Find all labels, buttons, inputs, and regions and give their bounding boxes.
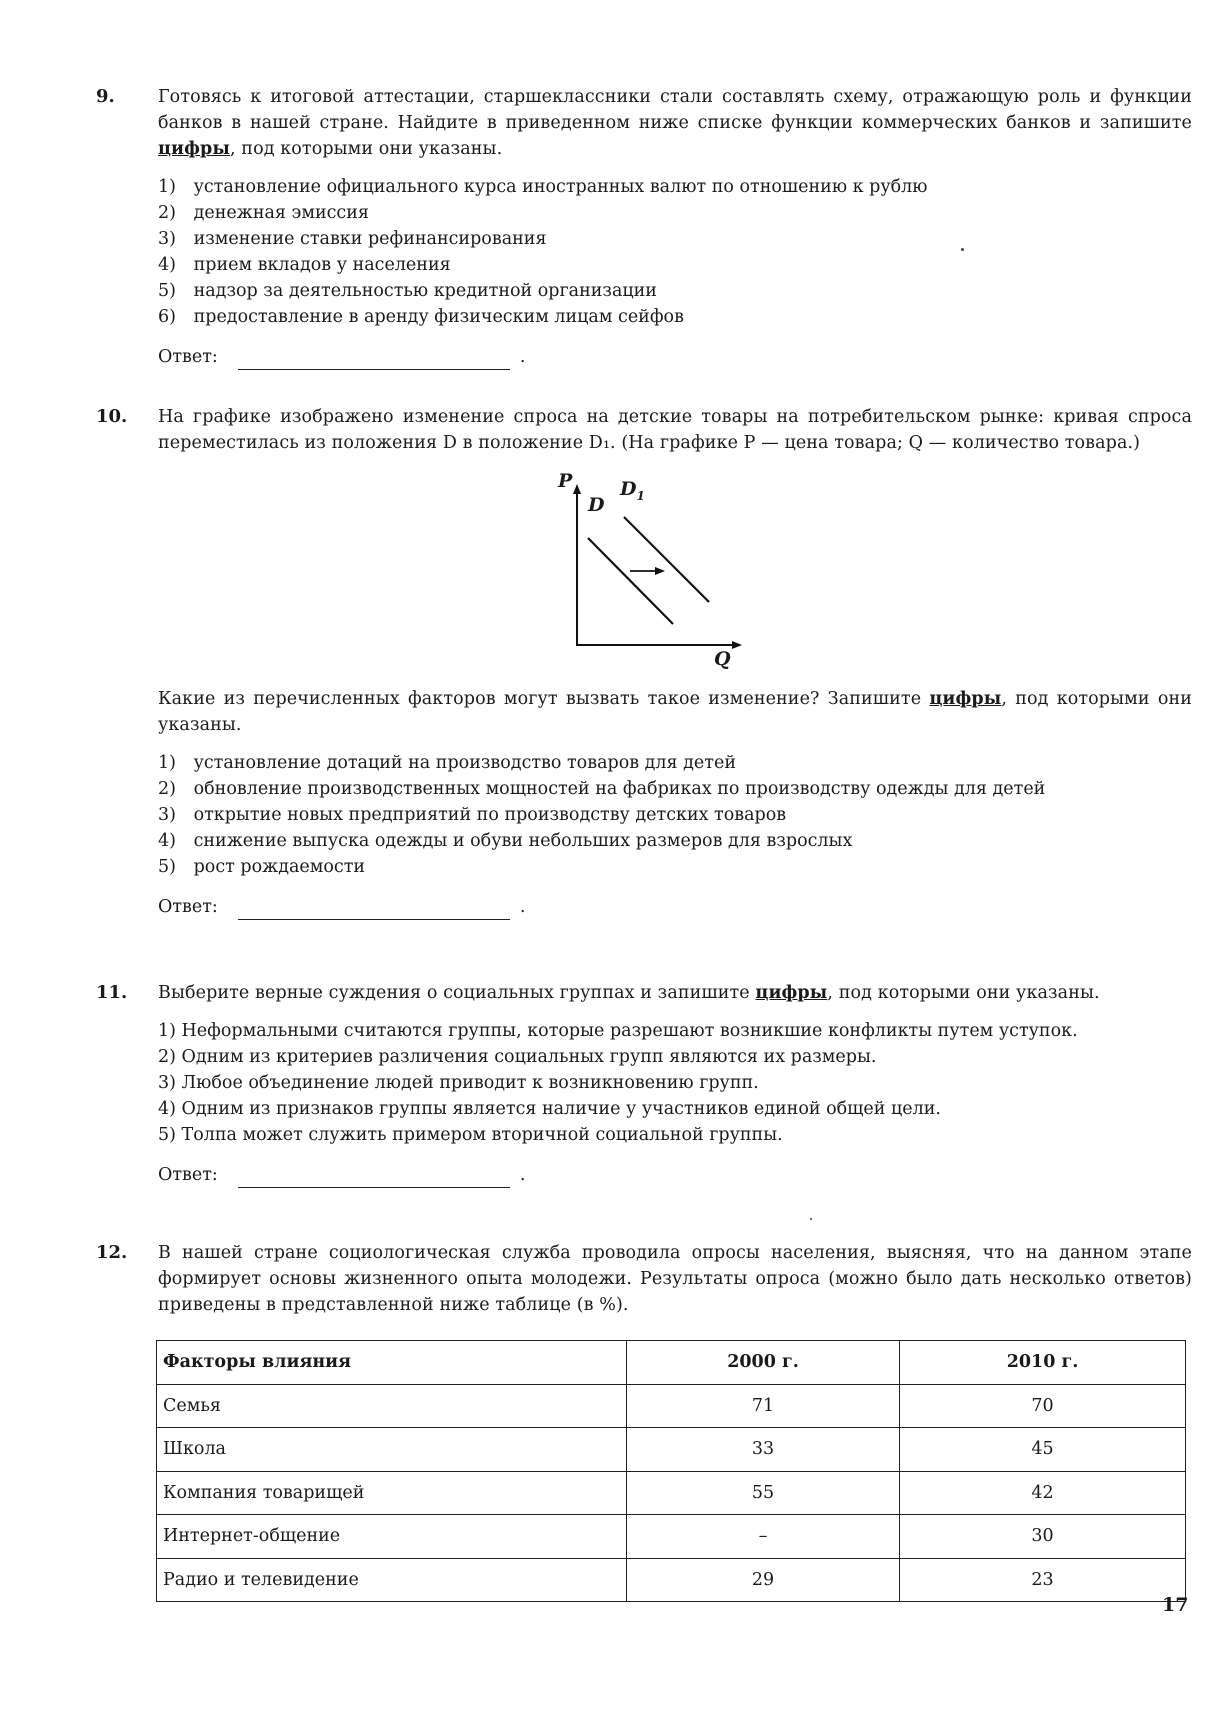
value-cell: 33 bbox=[627, 1428, 900, 1472]
option-item: 2) обновление производственных мощностей на фабриках по производству одежды для детей bbox=[158, 779, 1046, 799]
task-11 bbox=[96, 980, 1192, 1188]
table-row bbox=[157, 1428, 1186, 1472]
answer-field[interactable] bbox=[238, 900, 510, 920]
option-item: 6) предоставление в аренду физическим лицам сейфов bbox=[158, 307, 684, 327]
curve-label-d: D bbox=[588, 494, 605, 516]
task-10 bbox=[96, 404, 1192, 920]
table-row bbox=[157, 1558, 1186, 1602]
task-prompt: Готовясь к итоговой аттестации, старшеклассники стали составлять схему, отражающую роль и функции банков в нашей стране. Найдите в приведенном ниже списке функции коммерческих банков и запишите цифры, под которыми они указаны. bbox=[158, 87, 1192, 159]
emphasis-digits: цифры bbox=[158, 139, 230, 159]
option-item: 1) установление официального курса иностранных валют по отношению к рублю bbox=[158, 177, 928, 197]
task-number: 9. bbox=[96, 86, 115, 107]
factor-cell: Компания товарищей bbox=[157, 1471, 627, 1515]
scan-speck bbox=[961, 248, 964, 251]
value-cell: 71 bbox=[627, 1384, 900, 1428]
answer-field[interactable] bbox=[238, 1168, 510, 1188]
factor-cell: Семья bbox=[157, 1384, 627, 1428]
scan-speck bbox=[810, 1218, 812, 1220]
answer-label: Ответ: bbox=[158, 897, 218, 917]
task-12 bbox=[96, 1240, 1192, 1602]
task-question: Какие из перечисленных факторов могут вызвать такое изменение? Запишите цифры, под которыми они указаны. bbox=[158, 689, 1192, 735]
answer-label: Ответ: bbox=[158, 347, 218, 367]
option-item: 3) изменение ставки рефинансирования bbox=[158, 229, 547, 249]
option-item: 4) снижение выпуска одежды и обуви небольших размеров для взрослых bbox=[158, 831, 853, 851]
option-item: 4) прием вкладов у населения bbox=[158, 255, 451, 275]
option-item: 5) Толпа может служить примером вторичной социальной группы. bbox=[158, 1125, 783, 1145]
axis-label-p: P bbox=[558, 470, 573, 492]
value-cell: 23 bbox=[900, 1558, 1186, 1602]
option-item: 3) Любое объединение людей приводит к возникновению групп. bbox=[158, 1073, 759, 1093]
option-item: 3) открытие новых предприятий по производству детских товаров bbox=[158, 805, 787, 825]
task-prompt: Выберите верные суждения о социальных группах и запишите цифры, под которыми они указаны. bbox=[158, 983, 1100, 1003]
option-item: 5) надзор за деятельностью кредитной организации bbox=[158, 281, 657, 301]
column-header: 2000 г. bbox=[627, 1341, 900, 1385]
table-row bbox=[157, 1384, 1186, 1428]
value-cell: 42 bbox=[900, 1471, 1186, 1515]
option-item: 2) денежная эмиссия bbox=[158, 203, 369, 223]
curve-label-d1: $D_1$ bbox=[620, 478, 645, 503]
column-header: Факторы влияния bbox=[157, 1341, 627, 1385]
option-item: 1) установление дотаций на производство товаров для детей bbox=[158, 753, 736, 773]
axis-label-q: Q bbox=[714, 648, 731, 670]
option-list bbox=[158, 1018, 1192, 1148]
task-number: 12. bbox=[96, 1242, 128, 1263]
value-cell: 29 bbox=[627, 1558, 900, 1602]
task-number: 10. bbox=[96, 406, 128, 427]
task-prompt: На графике изображено изменение спроса на детские товары на потребительском рынке: кривая спроса переместилась из положения D в положение D₁. (На графике P — цена товара; Q — количество товара.) bbox=[158, 407, 1192, 453]
task-9 bbox=[96, 84, 1192, 370]
answer-row: Ответ: . bbox=[158, 1162, 1192, 1188]
column-header: 2010 г. bbox=[900, 1341, 1186, 1385]
option-list bbox=[158, 174, 1192, 330]
table-row bbox=[157, 1471, 1186, 1515]
answer-row: Ответ: . bbox=[158, 344, 1192, 370]
option-item: 5) рост рождаемости bbox=[158, 857, 366, 877]
demand-shift-graph bbox=[158, 470, 1192, 670]
page-number: 17 bbox=[1162, 1594, 1189, 1616]
answer-field[interactable] bbox=[238, 350, 510, 370]
answer-label: Ответ: bbox=[158, 1165, 218, 1185]
option-list bbox=[158, 750, 1192, 880]
demand-curve-d1 bbox=[624, 517, 709, 602]
task-number: 11. bbox=[96, 982, 128, 1003]
answer-row: Ответ: . bbox=[158, 894, 1192, 920]
factor-cell: Интернет-общение bbox=[157, 1515, 627, 1559]
emphasis-digits: цифры bbox=[929, 689, 1002, 709]
factor-cell: Школа bbox=[157, 1428, 627, 1472]
table-header-row bbox=[157, 1341, 1186, 1385]
value-cell: 45 bbox=[900, 1428, 1186, 1472]
option-item: 1) Неформальными считаются группы, которые разрешают возникшие конфликты путем уступок. bbox=[158, 1021, 1078, 1041]
task-prompt: В нашей стране социологическая служба проводила опросы населения, выясняя, что на данном этапе формирует основы жизненного опыта молодежи. Результаты опроса (можно было дать несколько ответов) приведены в представленной ниже таблице (в %). bbox=[158, 1243, 1192, 1315]
option-item: 4) Одним из признаков группы является наличие у участников единой общей цели. bbox=[158, 1099, 941, 1119]
emphasis-digits: цифры bbox=[755, 983, 828, 1003]
value-cell: – bbox=[627, 1515, 900, 1559]
value-cell: 70 bbox=[900, 1384, 1186, 1428]
table-row bbox=[157, 1515, 1186, 1559]
option-item: 2) Одним из критериев различения социальных групп являются их размеры. bbox=[158, 1047, 877, 1067]
value-cell: 55 bbox=[627, 1471, 900, 1515]
demand-curve-d bbox=[588, 538, 673, 624]
factor-cell: Радио и телевидение bbox=[157, 1558, 627, 1602]
survey-table bbox=[156, 1340, 1186, 1602]
value-cell: 30 bbox=[900, 1515, 1186, 1559]
